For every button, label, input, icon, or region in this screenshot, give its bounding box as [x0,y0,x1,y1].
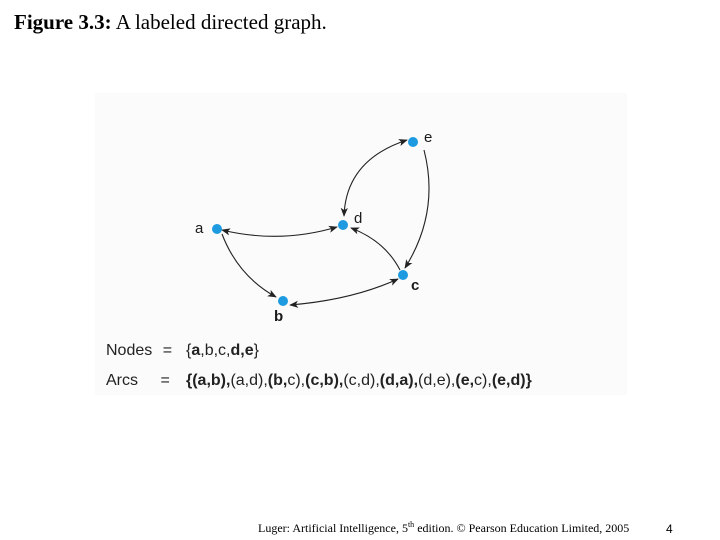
arcs-set-value: {(a,b),(a,d),(b,c),(c,b),(c,d),(d,a),(d,e),(e,c),(e,d)} [186,372,532,389]
arc-b-c [290,279,398,305]
nodes-set-label: Nodes [106,342,153,359]
arc-c-d [351,228,400,270]
node-e [408,137,418,147]
node-label-d: d [354,210,363,227]
nodes-equals: = [162,342,173,359]
node-label-c: c [411,277,420,294]
node-a [212,224,222,234]
arcs-equals: = [160,372,170,389]
arc-e-c [405,150,429,268]
arc-a-d [222,227,337,236]
page-number: 4 [666,522,673,536]
node-label-e: e [424,129,433,146]
arcs-set-label: Arcs [106,372,138,389]
footer-credit: Luger: Artificial Intelligence, 5th edition. © Pearson Education Limited, 2005 [258,520,630,535]
arc-d-e [344,140,407,216]
figure-label: Figure 3.3: [14,10,112,34]
arcs-set-line [106,372,170,390]
node-d [338,220,348,230]
node-label-b: b [274,308,284,325]
node-label-a: a [195,220,204,237]
nodes-set-value: {a,b,c,d,e} [186,342,259,359]
nodes-set-line [106,342,172,360]
figure-title: A labeled directed graph. [111,10,327,34]
arc-a-b [222,234,276,297]
node-c [398,270,408,280]
node-b [278,296,288,306]
